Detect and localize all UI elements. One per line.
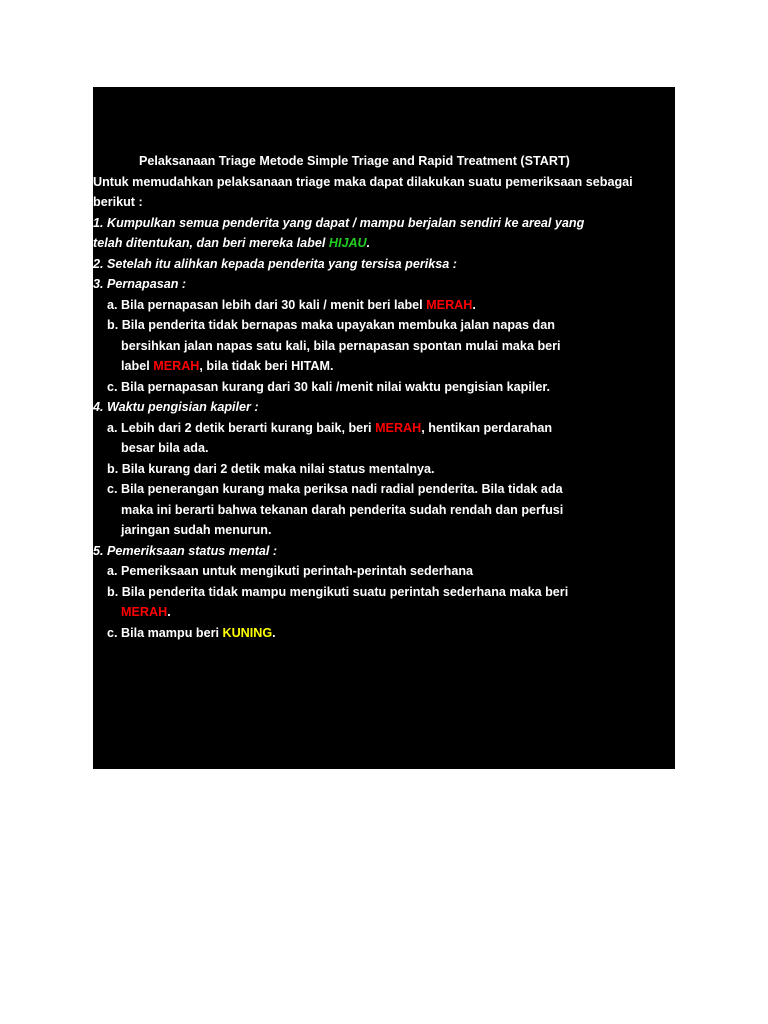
- step-1-text: telah ditentukan, dan beri mereka label: [93, 236, 329, 250]
- step-5c-text: c. Bila mampu beri: [107, 625, 223, 640]
- step-4-heading: 4. Waktu pengisian kapiler :: [93, 400, 259, 414]
- intro-line-1: Untuk memudahkan pelaksanaan triage maka dapat dilakukan suatu pemeriksaan sebagai: [93, 174, 633, 189]
- label-merah: MERAH: [121, 605, 168, 619]
- step-1-line-2: [93, 233, 675, 254]
- step-3a-punct: .: [472, 297, 476, 312]
- step-4c-line-3: jaringan sudah menurun.: [121, 523, 272, 537]
- intro-line-2: berikut :: [93, 195, 143, 209]
- label-hijau: HIJAU: [328, 236, 367, 250]
- step-5b-line-2: [93, 602, 675, 623]
- step-3b-line-2: bersihkan jalan napas satu kali, bila pernapasan spontan mulai maka beri: [121, 338, 561, 353]
- step-4a-text: a. Lebih dari 2 detik berarti kurang baik, beri: [107, 420, 376, 435]
- step-3a: [93, 295, 675, 316]
- step-3-heading: 3. Pernapasan :: [93, 277, 187, 291]
- step-1-punct: .: [366, 236, 371, 250]
- document-body: [93, 151, 675, 643]
- step-1-line-1: 1. Kumpulkan semua penderita yang dapat / mampu berjalan sendiri ke areal yang: [93, 215, 585, 230]
- step-4a-tail: , hentikan perdarahan: [421, 420, 553, 435]
- step-5b-punct: .: [167, 605, 171, 619]
- step-4c-line-1: c. Bila penerangan kurang maka periksa nadi radial penderita. Bila tidak ada: [107, 482, 563, 496]
- step-3b-line-3: [93, 356, 675, 377]
- step-5c: [93, 623, 675, 644]
- document-title: Pelaksanaan Triage Metode Simple Triage and Rapid Treatment (START): [139, 154, 570, 168]
- step-5a: a. Pemeriksaan untuk mengikuti perintah-perintah sederhana: [107, 564, 474, 578]
- step-4b: b. Bila kurang dari 2 detik maka nilai status mentalnya.: [107, 461, 435, 476]
- label-merah: MERAH: [426, 297, 473, 312]
- label-merah: MERAH: [153, 359, 200, 373]
- step-2-line: 2. Setelah itu alihkan kepada penderita yang tersisa periksa :: [93, 256, 457, 271]
- step-3b-tail: , bila tidak beri HITAM.: [199, 359, 334, 373]
- step-5-heading: 5. Pemeriksaan status mental :: [93, 543, 278, 558]
- step-3a-text: a. Bila pernapasan lebih dari 30 kali / menit beri label: [107, 297, 427, 312]
- label-kuning: KUNING: [222, 625, 273, 640]
- step-4a-line-2: besar bila ada.: [121, 441, 209, 455]
- step-4a-line-1: [93, 418, 675, 439]
- label-merah: MERAH: [375, 420, 422, 435]
- step-4c-line-2: maka ini berarti bahwa tekanan darah penderita sudah rendah dan perfusi: [121, 502, 564, 517]
- document-slide: [93, 87, 675, 769]
- step-3b-text: label: [121, 359, 154, 373]
- step-5c-punct: .: [272, 625, 276, 640]
- step-3b-line-1: b. Bila penderita tidak bernapas maka upayakan membuka jalan napas dan: [107, 318, 555, 332]
- step-3c: c. Bila pernapasan kurang dari 30 kali /menit nilai waktu pengisian kapiler.: [107, 379, 551, 394]
- step-5b-line-1: b. Bila penderita tidak mampu mengikuti suatu perintah sederhana maka beri: [107, 584, 569, 599]
